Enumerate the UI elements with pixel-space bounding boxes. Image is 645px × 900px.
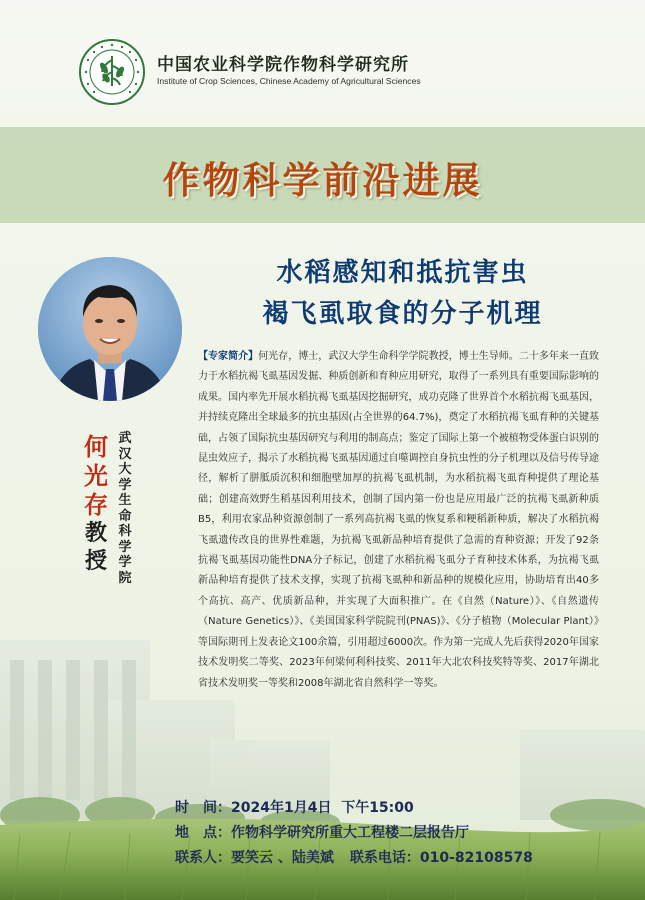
org-name-en: Institute of Crop Sciences, Chinese Academy of Agricultural Sciences [157,76,421,86]
speaker-affiliation [117,431,133,586]
place-value: 作物科学研究所重大工程楼二层报告厅 [231,825,469,841]
org-name-cn: 中国农业科学院作物科学研究所 [157,55,409,75]
affiliation-char: 学 [118,477,132,493]
speaker-name-char: 何 [84,433,108,461]
speaker-title-char: 教 [84,521,107,546]
affiliation-char: 汉 [118,446,132,462]
speaker-title-char: 授 [84,549,107,574]
phone-label: 联系电话： [349,850,420,866]
affiliation-char: 科 [118,524,132,539]
affiliation-char: 大 [118,462,132,477]
series-title: 作物科学前沿进展 [162,159,483,202]
time-value: 2024年1月4日 下午15:00 [231,800,414,816]
speaker-name-char: 光 [84,462,108,490]
affiliation-char: 命 [118,508,132,524]
affiliation-char: 学 [118,555,132,570]
phone-value: 010-82108578 [419,850,533,866]
talk-title [210,253,595,335]
talk-title-line-1: 水稻感知和抵抗害虫 [276,258,529,288]
contact-label: 联系人： [175,850,231,866]
talk-title-line-2: 褐飞虱取食的分子机理 [262,299,543,329]
place-label: 地 点： [175,825,231,841]
speaker-name-char: 存 [84,491,108,519]
speaker-portrait [38,257,182,401]
event-place-row [175,821,625,846]
affiliation-char: 武 [118,431,132,446]
event-contact-row [175,846,625,871]
event-info [175,796,625,871]
affiliation-char: 学 [118,539,132,555]
speaker-name [83,433,109,520]
bio-text: 何光存，博士，武汉大学生命科学学院教授，博士生导师。二十多年来一直致力于水稻抗褐飞虱基因发掘、种质创新和育种应用研究，取得了一系列具有重要国际影响的成果。国内率先开展水稻抗褐飞虱基因挖掘研究，成功克隆了世界首个水稻抗褐飞虱基因，并持续克隆出全球最多的抗虫基因(占全世界的64.7%)，奠定了水稻抗褐飞虱育种的关键基础，占领了国际抗虫基因研究与利用的制高点；鉴定了国际上第一个被植物受体蛋白识别的昆虫效应子，揭示了水稻抗褐飞虱基因通过自噬调控自身抗虫性的分子机理以及信号传导途径，解析了胼胝质沉积和细胞壁加厚的抗褐飞虱机制，为水稻抗褐飞虱育种提供了理论基础；创建高效野生稻基因利用技术，创制了国内第一份也是应用最广泛的抗褐飞虱新种质B5，利用农家品种资源创制了一系列高抗褐飞虱的恢复系和粳稻新种质，解决了水稻抗褐飞虱遗传改良的世界性难题，为抗褐飞虱新品种培育提供了急需的育种资源；开发了92条抗褐飞虱基因功能性DNA分子标记，创建了水稻抗褐飞虱分子育种技术体系，为抗褐飞虱新品种培育提供了技术支撑，实现了抗褐飞虱种和新品种的规模化应用，协助培育出40多个高抗、高产、优质新品种，并实现了大面积推广。在《自然（Nature）》、《自然遗传（Nature Genetics）》、《美国国家科学院院刊(PNAS)》、《分子植物（Molecular Plant）》等国际期刊上发表论文100余篇，引用超过6000次。作为第一完成人先后获得2020年国家技术发明奖二等奖、2023年何梁何利科技奖、2011年大北农科技奖特等奖、2017年湖北省技术发明奖一等奖和2008年湖北省自然科学一等奖。 [198,351,600,689]
event-time-row [175,796,625,821]
contact-value: 要笑云 、陆美斌 [231,850,334,866]
institute-seal-logo [78,38,146,106]
time-label: 时 间： [175,800,231,816]
affiliation-char: 院 [118,570,132,586]
speaker-title [83,520,109,576]
speaker-bio [198,347,599,694]
bio-label: 【专家简介】 [198,351,259,362]
affiliation-char: 生 [118,493,132,508]
